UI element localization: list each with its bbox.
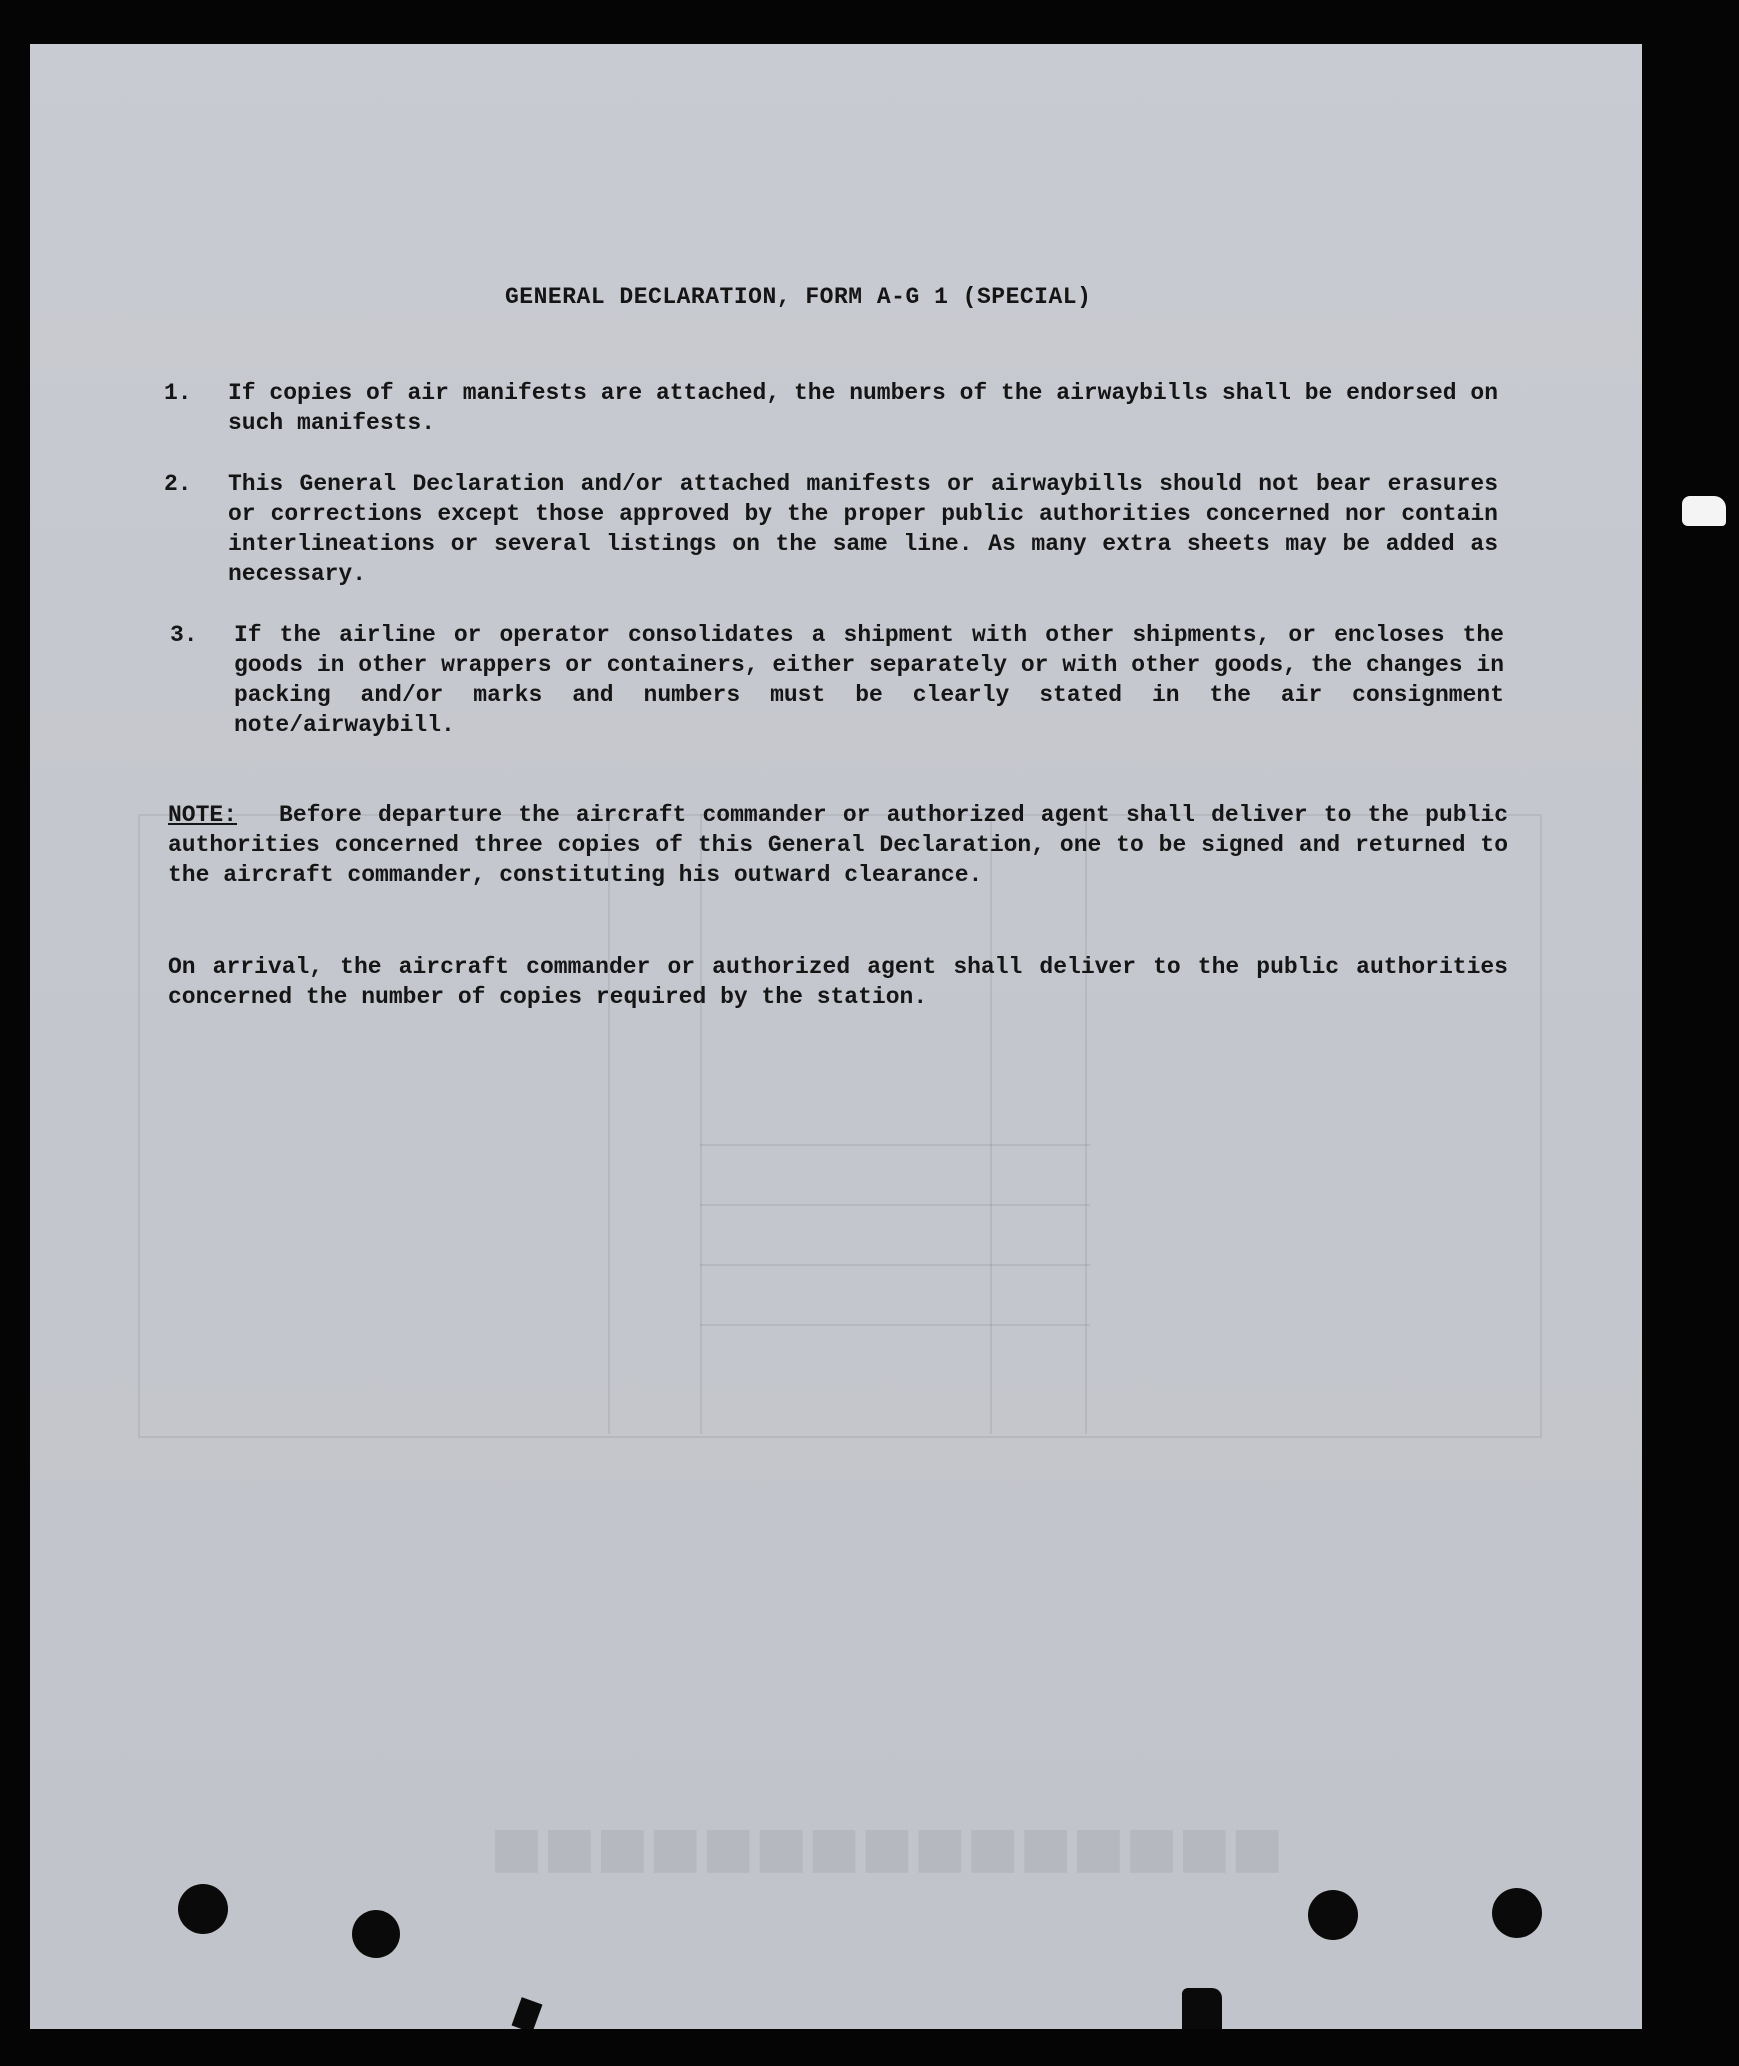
show-through-rule [700, 1204, 1090, 1206]
instruction-item-1 [164, 378, 1504, 438]
show-through-rule [700, 1324, 1090, 1326]
show-through-heading: ■■■■■■■■■■■■■■■ [490, 1814, 1284, 1880]
instruction-item-3 [170, 620, 1510, 740]
show-through-rule [608, 814, 610, 1434]
document-page [30, 44, 1642, 2029]
show-through-rule [700, 1144, 1090, 1146]
show-through-table [138, 814, 1542, 1438]
show-through-rule [700, 814, 702, 1434]
punch-hole-icon [1492, 1888, 1542, 1938]
punch-hole-icon [178, 1884, 228, 1934]
paper-tab-icon [1682, 496, 1726, 526]
item-number: 1. [164, 380, 192, 406]
note-text: Before departure the aircraft commander or authorized agent shall deliver to the public authorities concerned three copies of this General Declaration, one to be signed and returned to the aircraft commander, constituting his outward clearance. [168, 802, 1508, 888]
item-number: 2. [164, 471, 192, 497]
note-label: NOTE: [168, 802, 238, 828]
tear-mark-icon [1182, 1988, 1222, 2029]
form-title: GENERAL DECLARATION, FORM A-G 1 (SPECIAL) [505, 284, 1092, 310]
item-number: 3. [170, 622, 198, 648]
show-through-rule [1085, 814, 1087, 1434]
item-text: If the airline or operator consolidates a shipment with other shipments, or encloses the goods in other wrappers or containers, either separately or with other goods, the changes in packing and/or marks and numbers must be clearly stated in the air consignment note/airwaybill. [234, 622, 1504, 738]
item-text: If copies of air manifests are attached, the numbers of the airwaybills shall be endorsed on such manifests. [228, 380, 1498, 436]
tear-mark-icon [512, 1997, 543, 2029]
departure-note [168, 800, 1508, 890]
punch-hole-icon [352, 1910, 400, 1958]
show-through-rule [990, 814, 992, 1434]
item-text: This General Declaration and/or attached manifests or airwaybills should not bear erasures or corrections except those approved by the proper public authorities concerned nor contain interlineations or several listings on the same line. As many extra sheets may be added as necessary. [228, 471, 1498, 587]
punch-hole-icon [1308, 1890, 1358, 1940]
arrival-note: On arrival, the aircraft commander or authorized agent shall deliver to the public authorities concerned the number of copies required by the station. [168, 954, 1508, 1010]
show-through-rule [700, 1264, 1090, 1266]
instruction-item-2 [164, 469, 1504, 589]
